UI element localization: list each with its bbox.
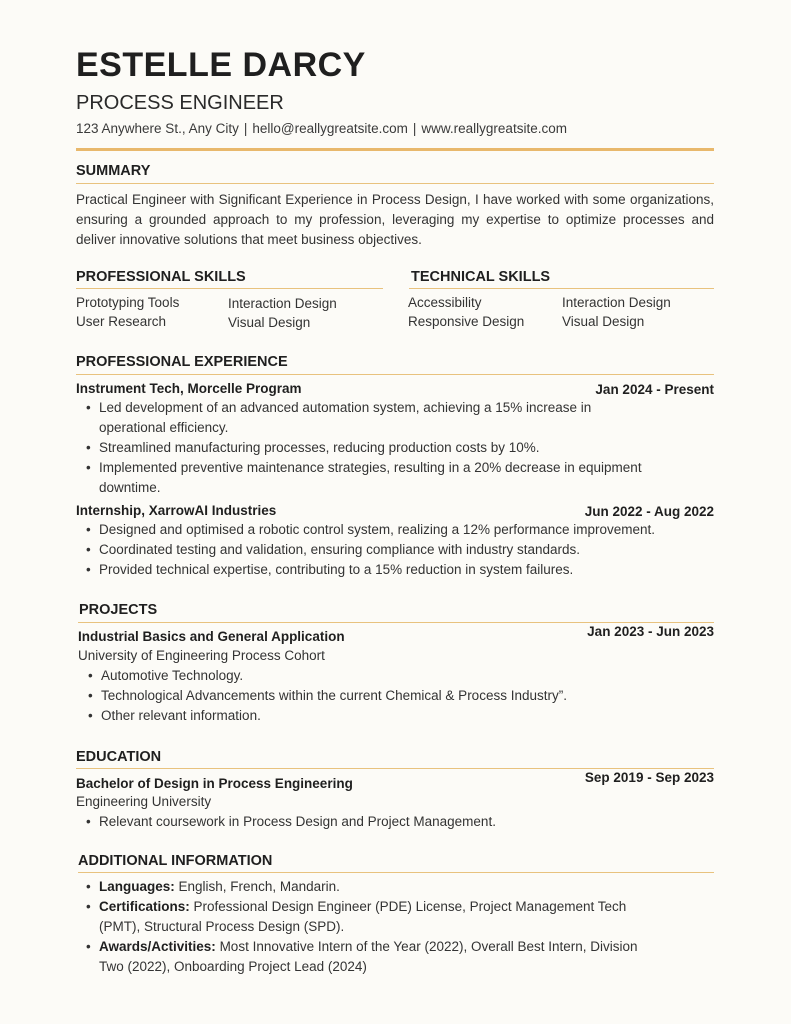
- education-divider: [76, 768, 714, 769]
- continuation-text: downtime.: [99, 480, 161, 495]
- contact-separator: |: [243, 121, 248, 136]
- job-title: Instrument Tech, Morcelle Program: [76, 381, 302, 396]
- skill-item: Accessibility: [408, 295, 482, 310]
- skill-item: Responsive Design: [408, 314, 525, 329]
- experience-divider: [76, 374, 714, 375]
- continuation-text: Two (2022), Onboarding Project Lead (2024): [99, 959, 367, 974]
- project-title: Industrial Basics and General Application: [78, 629, 345, 644]
- list-item: [76, 897, 714, 917]
- skill-item: Interaction Design: [562, 295, 671, 310]
- item-label: Languages:: [99, 879, 175, 894]
- skill-item: Prototyping Tools: [76, 295, 180, 310]
- list-item-continuation: [76, 917, 714, 937]
- list-item-continuation: [76, 478, 714, 498]
- list-item: • Relevant coursework in Process Design and Project Management.: [76, 812, 714, 832]
- job-bullets: [76, 520, 714, 580]
- list-item: • Other relevant information.: [78, 706, 714, 726]
- additional-heading: ADDITIONAL INFORMATION: [78, 853, 273, 869]
- list-item: [76, 877, 714, 897]
- item-label: Awards/Activities:: [99, 939, 216, 954]
- list-item: • Designed and optimised a robotic control system, realizing a 12% performance improvement.: [76, 520, 714, 540]
- summary-divider: [76, 183, 714, 184]
- list-item: • Automotive Technology.: [78, 666, 714, 686]
- contact-email[interactable]: hello@reallygreatsite.com: [252, 121, 408, 136]
- education-dates: Sep 2019 - Sep 2023: [584, 770, 714, 785]
- project-bullets: [78, 666, 714, 726]
- item-text: English, French, Mandarin.: [178, 879, 340, 894]
- candidate-role: PROCESS ENGINEER: [76, 92, 284, 114]
- job-bullets: [76, 398, 714, 498]
- projects-heading: PROJECTS: [79, 602, 158, 618]
- technical-skills-divider: [409, 288, 714, 289]
- school-name: Engineering University: [76, 794, 212, 809]
- education-bullets: [76, 812, 714, 832]
- list-item-continuation: [76, 418, 714, 438]
- item-text: Most Innovative Intern of the Year (2022), Overall Best Intern, Division: [219, 939, 638, 954]
- job-title: Internship, XarrowAI Industries: [76, 503, 277, 518]
- job-dates: Jan 2024 - Present: [595, 382, 714, 397]
- header-divider: [76, 148, 714, 151]
- list-item: • Coordinated testing and validation, ensuring compliance with industry standards.: [76, 540, 714, 560]
- skill-item: Interaction Design: [228, 296, 337, 311]
- project-dates: Jan 2023 - Jun 2023: [587, 624, 714, 639]
- skill-item: User Research: [76, 314, 167, 329]
- list-item: • Provided technical expertise, contributing to a 15% reduction in system failures.: [76, 560, 714, 580]
- candidate-name: ESTELLE DARCY: [76, 46, 366, 84]
- skill-item: Visual Design: [562, 314, 645, 329]
- list-item-continuation: [76, 957, 714, 977]
- contact-address: 123 Anywhere St., Any City: [76, 121, 239, 136]
- professional-skills-divider: [76, 288, 383, 289]
- list-item: • Implemented preventive maintenance strategies, resulting in a 20% decrease in equipment: [76, 458, 714, 478]
- summary-heading: SUMMARY: [76, 163, 151, 179]
- list-item: • Streamlined manufacturing processes, reducing production costs by 10%.: [76, 438, 714, 458]
- list-item: • Technological Advancements within the current Chemical & Process Industry”.: [78, 686, 714, 706]
- list-item: • Led development of an advanced automation system, achieving a 15% increase in: [76, 398, 714, 418]
- contact-separator: |: [412, 121, 417, 136]
- contact-website[interactable]: www.reallygreatsite.com: [421, 121, 567, 136]
- degree-title: Bachelor of Design in Process Engineering: [76, 776, 353, 791]
- summary-text: Practical Engineer with Significant Experience in Process Design, I have worked with some organizations, ensuring a grounded approach to my profession, leveraging my expertise to optimize processes and deliver innovative solutions that meet business objectives.: [76, 192, 714, 247]
- professional-skills-heading: PROFESSIONAL SKILLS: [76, 269, 246, 285]
- list-item: [76, 937, 714, 957]
- continuation-text: (PMT), Structural Process Design (SPD).: [99, 919, 345, 934]
- skill-item: Visual Design: [228, 315, 311, 330]
- additional-bullets: [76, 877, 714, 977]
- item-text: Professional Design Engineer (PDE) License, Project Management Tech: [193, 899, 627, 914]
- item-label: Certifications:: [99, 899, 190, 914]
- continuation-text: operational efficiency.: [99, 420, 229, 435]
- project-subtitle: University of Engineering Process Cohort: [78, 648, 325, 663]
- additional-divider: [78, 872, 714, 873]
- job-dates: Jun 2022 - Aug 2022: [584, 504, 714, 519]
- technical-skills-heading: TECHNICAL SKILLS: [411, 269, 551, 285]
- projects-divider: [78, 622, 714, 623]
- experience-heading: PROFESSIONAL EXPERIENCE: [76, 354, 288, 370]
- education-heading: EDUCATION: [76, 749, 162, 765]
- contact-line: [76, 121, 567, 136]
